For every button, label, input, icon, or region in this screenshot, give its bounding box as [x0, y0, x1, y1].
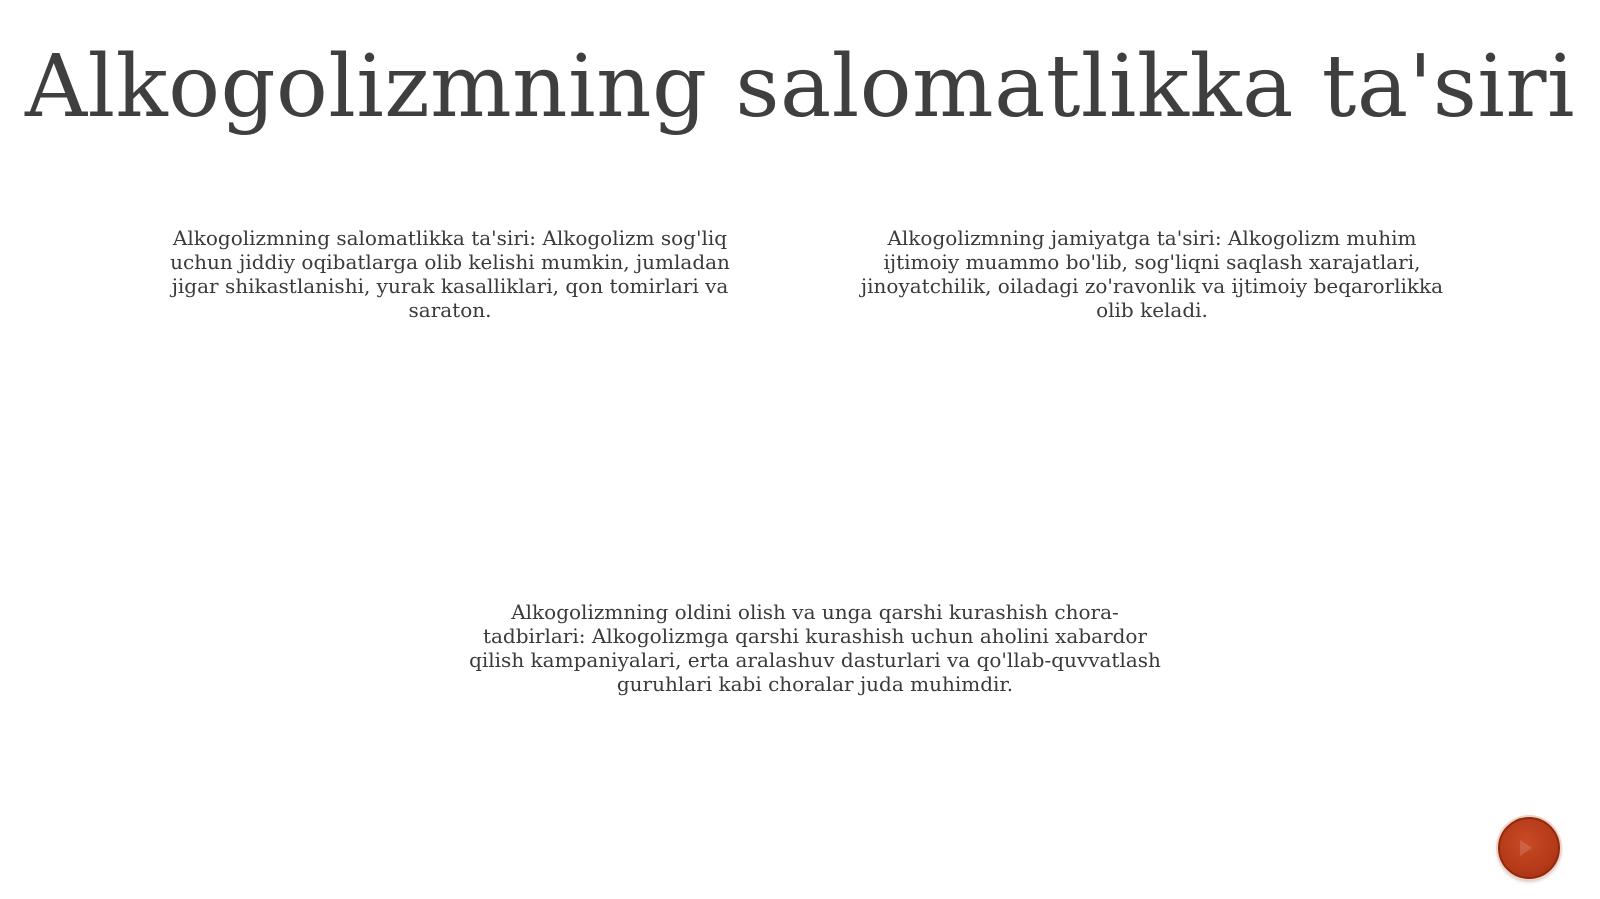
slide-title: Alkogolizmning salomatlikka ta'siri	[24, 37, 1575, 137]
health-impact-text: Alkogolizmning salomatlikka ta'siri: Alkogolizm sog'liq uchun jiddiy oqibatlarga olib kelishi mumkin, jumladan jigar shikastlanishi, yurak kasalliklari, qon tomirlari va saraton.	[170, 226, 730, 322]
society-impact-text: Alkogolizmning jamiyatga ta'siri: Alkogolizm muhim ijtimoiy muammo bo'lib, sog'liqni saqlash xarajatlari, jinoyatchilik, oiladagi zo'ravonlik va ijtimoiy beqarorlikka olib keladi.	[860, 226, 1444, 322]
next-slide-icon	[1520, 840, 1532, 856]
prevention-measures-text: Alkogolizmning oldini olish va unga qarshi kurashish chora-tadbirlari: Alkogolizmga qarshi kurashish uchun aholini xabardor qilish kampaniyalari, erta aralashuv dasturlari va qo'llab-quvvatlash guruhlari kabi choralar juda muhimdir.	[469, 600, 1161, 696]
next-slide-button[interactable]	[1498, 817, 1560, 879]
